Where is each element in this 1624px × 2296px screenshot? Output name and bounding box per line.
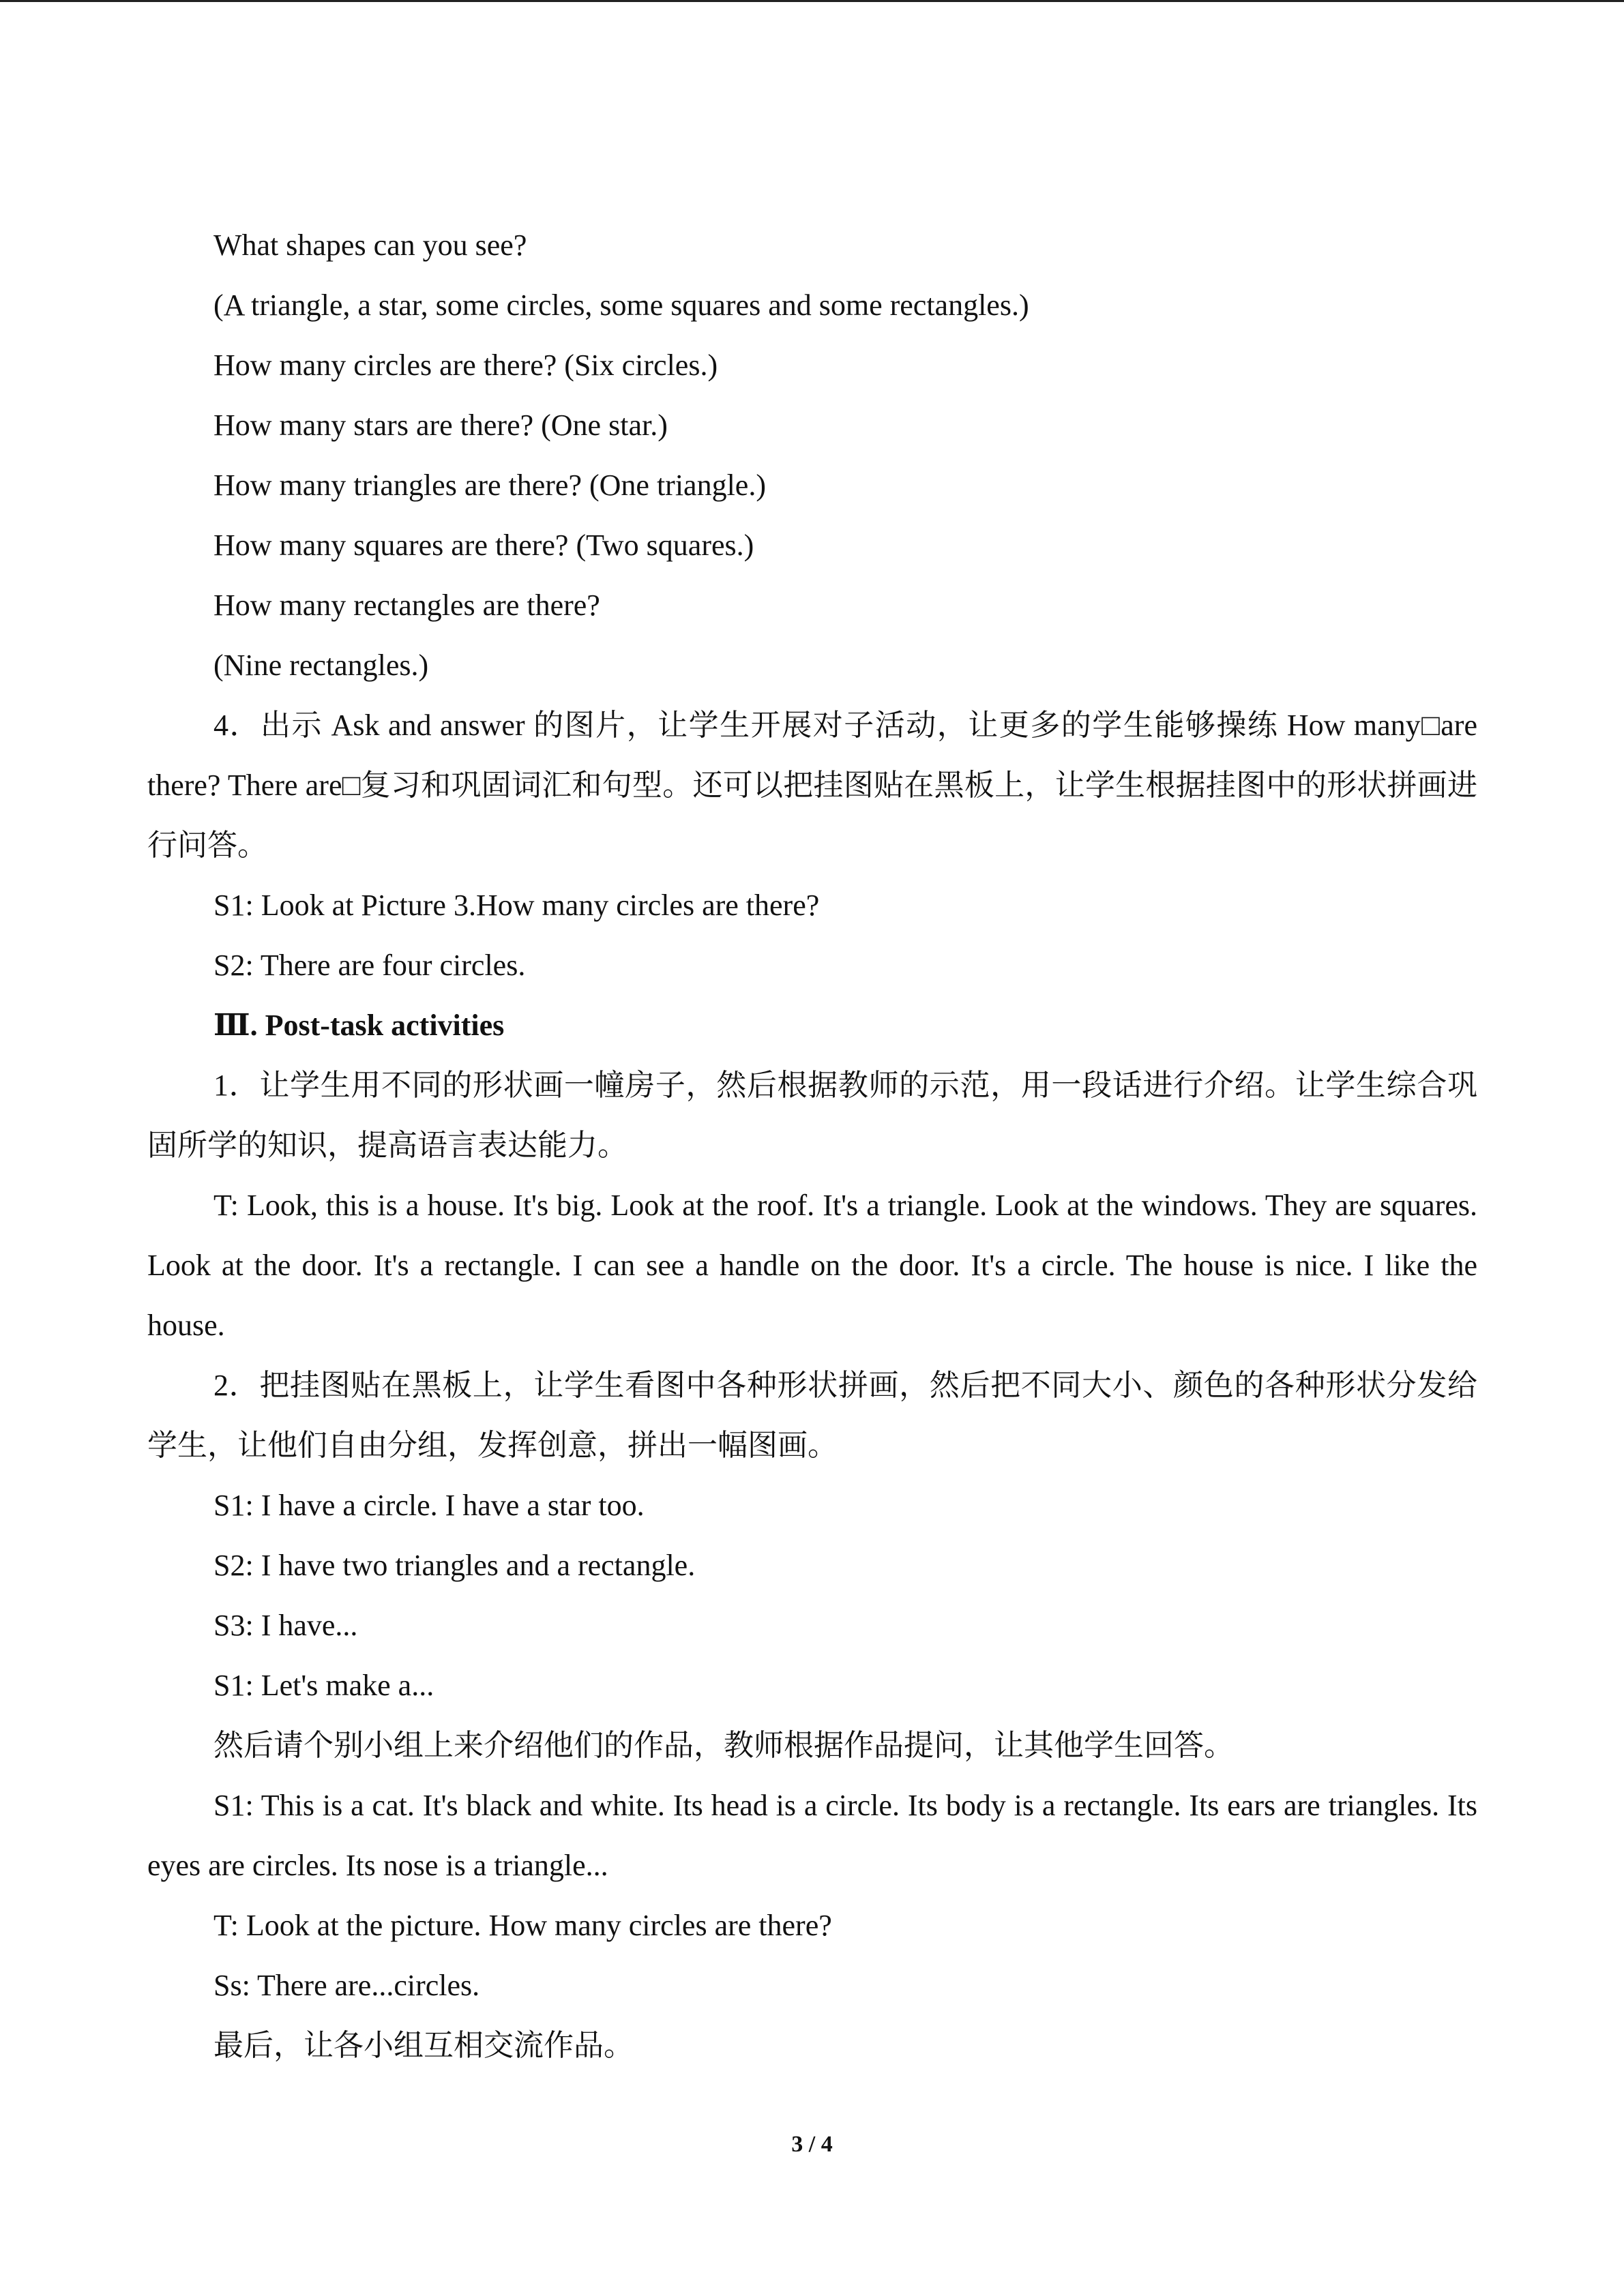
dialog-line: T: Look at the picture. How many circles are there? <box>213 1909 832 1942</box>
text-line: How many triangles are there? (One triangle.) <box>213 468 766 502</box>
text-line: How many circles are there? (Six circles.) <box>213 348 718 382</box>
document-body <box>147 215 1477 2076</box>
paragraph-step-4: 4．出示 Ask and answer 的图片，让学生开展对子活动，让更多的学生能够操练 How many□are there? There are□复习和巩固词汇和句型。还可以把挂图贴在黑板上，让学生根据挂图中的形状拼画进行问答。 <box>147 709 1477 862</box>
dialog-line: 然后请个别小组上来介绍他们的作品，教师根据作品提问，让其他学生回答。 <box>213 1729 1234 1762</box>
dialog-line: S1: I have a circle. I have a star too. <box>213 1489 645 1522</box>
page-top-rule <box>0 0 1624 2</box>
section-heading: Ⅲ. Post-task activities <box>213 1009 505 1042</box>
text-line: How many stars are there? (One star.) <box>213 408 668 442</box>
text-line: How many squares are there? (Two squares.) <box>213 528 754 562</box>
page-number: 3 / 4 <box>791 2132 833 2157</box>
text-line: (A triangle, a star, some circles, some squares and some rectangles.) <box>213 288 1029 322</box>
dialog-line: S3: I have... <box>213 1609 358 1642</box>
text-line: What shapes can you see? <box>213 228 527 262</box>
dialog-line: Ss: There are...circles. <box>213 1969 480 2002</box>
dialog-line: S1: Look at Picture 3.How many circles are there? <box>213 889 820 922</box>
text-line: How many rectangles are there? <box>213 588 600 622</box>
text-line: (Nine rectangles.) <box>213 648 429 682</box>
dialog-line: S2: I have two triangles and a rectangle. <box>213 1549 696 1582</box>
dialog-line: 最后，让各小组互相交流作品。 <box>213 2029 634 2062</box>
paragraph-post-task-1: 1．让学生用不同的形状画一幢房子，然后根据教师的示范，用一段话进行介绍。让学生综合巩固所学的知识，提高语言表达能力。 <box>147 1069 1477 1162</box>
dialog-line: S1: Let's make a... <box>213 1669 434 1702</box>
paragraph-post-task-2: 2．把挂图贴在黑板上，让学生看图中各种形状拼画，然后把不同大小、颜色的各种形状分发给学生，让他们自由分组，发挥创意，拼出一幅图画。 <box>147 1369 1477 1462</box>
dialog-line: S2: There are four circles. <box>213 949 526 982</box>
paragraph-cat-description: S1: This is a cat. It's black and white. Its head is a circle. Its body is a rectangle. Its ears are triangles. Its eyes are circles. Its nose is a triangle... <box>147 1789 1477 1882</box>
paragraph-teacher-house: T: Look, this is a house. It's big. Look at the roof. It's a triangle. Look at the windows. They are squares. Look at the door. It's a rectangle. I can see a handle on the door. It's a circle. The house is nice. I like the house. <box>147 1189 1477 1342</box>
